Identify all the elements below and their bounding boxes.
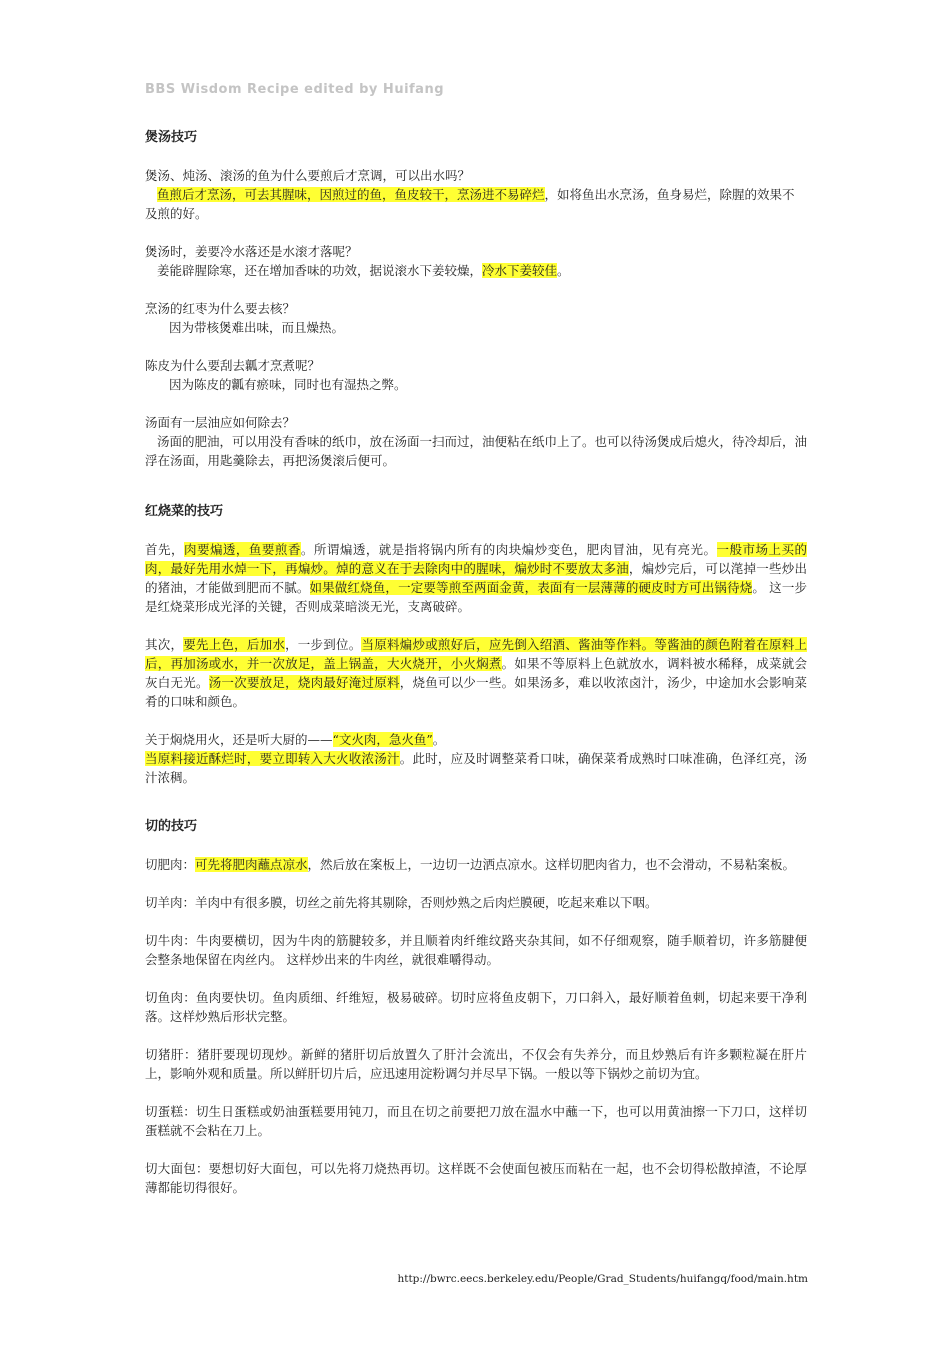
text-run: 。	[432, 732, 446, 747]
footer-url[interactable]: http://bwrc.eecs.berkeley.edu/People/Grad_Students/huifangq/food/main.htm	[397, 1273, 808, 1285]
answer: 因为带核煲难出味，而且燥热。	[169, 320, 345, 335]
highlight: 如果做红烧鱼，一定要等煎至两面金黄，表面有一层薄薄的硬皮时方可出锅待烧	[309, 580, 753, 595]
qa-item	[145, 242, 807, 280]
section-title-cutting: 切的技巧	[145, 819, 198, 834]
highlight: 冷水下姜较佳	[482, 263, 558, 278]
highlight: “文火肉，急火鱼”	[332, 732, 433, 747]
question: 烹汤的红枣为什么要去核？	[145, 301, 296, 316]
paragraph	[145, 635, 807, 711]
text-run: 切肥肉：	[145, 857, 196, 872]
text-run: 。如果不等原料上色就放水，调料被水稀释，成菜就会灰白无光。	[145, 656, 807, 690]
text-run: ，烧鱼可以少一些。如果汤多，难以收浓卤汁，汤少，中途加水会影响菜肴的口味和颜色。	[145, 675, 807, 709]
text-run: 。所谓煸透，就是指将锅内所有的肉块煸炒变色，肥肉冒油，见有亮光。	[300, 542, 717, 557]
section-title-braise: 红烧菜的技巧	[145, 504, 224, 519]
qa-item	[145, 413, 807, 470]
qa-item	[145, 299, 807, 337]
answer-text: 。	[557, 263, 570, 278]
question: 煲汤、炖汤、滚汤的鱼为什么要煎后才烹调，可以出水吗？	[145, 168, 471, 183]
document-header: BBS Wisdom Recipe edited by Huifang	[145, 82, 445, 97]
paragraph: 切羊肉：羊肉中有很多膜，切丝之前先将其剔除，否则炒熟之后肉烂膜硬，吃起来难以下咽。	[145, 895, 658, 910]
paragraph	[145, 540, 807, 616]
text-run: ，煸炒完后，可以滗掉一些炒出的猪油，才能做到肥而不腻。	[145, 561, 807, 595]
answer-text: ，如将鱼出水烹汤，鱼身易烂，除腥的效果不及煎的好。	[145, 187, 795, 221]
paragraph: 切牛肉：牛肉要横切，因为牛肉的筋腱较多，并且顺着肉纤维纹路夹杂其间，如不仔细观察，随手顺着切，许多筋腱便会整条地保留在肉丝内。 这样炒出来的牛肉丝，就很难嚼得动。	[145, 933, 807, 967]
answer	[145, 185, 807, 223]
highlight: 可先将肥肉蘸点凉水	[195, 857, 308, 872]
document-body	[145, 128, 807, 1216]
paragraph	[145, 855, 807, 874]
paragraph: 切蛋糕：切生日蛋糕或奶油蛋糕要用钝刀，而且在切之前要把刀放在温水中蘸一下，也可以用黄油擦一下刀口，这样切蛋糕就不会粘在刀上。	[145, 1104, 807, 1138]
text-run: ，然后放在案板上，一边切一边洒点凉水。这样切肥肉省力，也不会滑动，不易粘案板。	[307, 857, 796, 872]
paragraph: 切猪肝：猪肝要现切现炒。新鲜的猪肝切后放置久了肝汁会流出，不仅会有失养分，而且炒熟后有许多颗粒凝在肝片上，影响外观和质量。所以鲜肝切片后，应迅速用淀粉调匀并尽早下锅。一般以等下锅炒之前切为宜。	[145, 1047, 807, 1081]
highlight: 肉要煸透，鱼要煎香	[183, 542, 301, 557]
text-run: 关于焖烧用火，还是听大厨的——	[145, 732, 333, 747]
answer: 因为陈皮的瓤有瘀味，同时也有湿热之弊。	[169, 377, 407, 392]
text-run: 。 这一步是红烧菜形成光泽的关键，否则成菜暗淡无光，支离破碎。	[145, 580, 807, 614]
text-run: 其次，	[145, 637, 184, 652]
paragraph: 切大面包：要想切好大面包，可以先将刀烧热再切。这样既不会使面包被压而粘在一起，也不会切得松散掉渣，不论厚薄都能切得很好。	[145, 1161, 807, 1195]
highlight: 当原料煸炒或煎好后，应先倒入绍酒、酱油等作料。等酱油的颜色附着在原料上后，再加汤或水，并一次放足，盖上锅盖，大火烧开，小火焖煮	[145, 637, 807, 671]
paragraph	[145, 730, 807, 787]
answer-text: 姜能辟腥除寒，还在增加香味的功效，据说滚水下姜较燥，	[157, 263, 483, 278]
answer	[145, 261, 807, 280]
question: 汤面有一层油应如何除去？	[145, 415, 296, 430]
qa-item	[145, 166, 807, 223]
answer: 汤面的肥油，可以用没有香味的纸巾，放在汤面一扫而过，油便粘在纸巾上了。也可以待汤煲成后熄火，待冷却后，油浮在汤面，用匙羹除去，再把汤煲滚后便可。	[145, 434, 808, 468]
highlight: 一般市场上买的肉，最好先用水焯一下，再煸炒。焯的意义在于去除肉中的腥味，煸炒时不要放太多油	[145, 542, 807, 576]
highlight: 汤一次要放足，烧肉最好淹过原料	[208, 675, 400, 690]
question: 陈皮为什么要刮去瓤才烹煮呢？	[145, 358, 321, 373]
highlight: 要先上色，后加水	[183, 637, 286, 652]
highlight: 当原料接近酥烂时，要立即转入大火收浓汤汁	[145, 751, 400, 766]
qa-item	[145, 356, 807, 394]
question: 煲汤时，姜要冷水落还是水滚才落呢？	[145, 244, 358, 259]
paragraph: 切鱼肉：鱼肉要快切。鱼肉质细、纤维短，极易破碎。切时应将鱼皮朝下，刀口斜入，最好顺着鱼刺，切起来要干净利落。这样炒熟后形状完整。	[145, 990, 807, 1024]
highlight: 鱼煎后才烹汤，可去其腥味，因煎过的鱼，鱼皮较干，烹汤进不易碎烂	[157, 187, 545, 202]
text-run: 。此时，应及时调整菜肴口味，确保菜肴成熟时口味准确，色泽红亮，汤汁浓稠。	[145, 751, 807, 785]
text-run: 首先，	[145, 542, 184, 557]
text-run: ，一步到位。	[285, 637, 362, 652]
section-title-soup: 煲汤技巧	[145, 130, 198, 145]
